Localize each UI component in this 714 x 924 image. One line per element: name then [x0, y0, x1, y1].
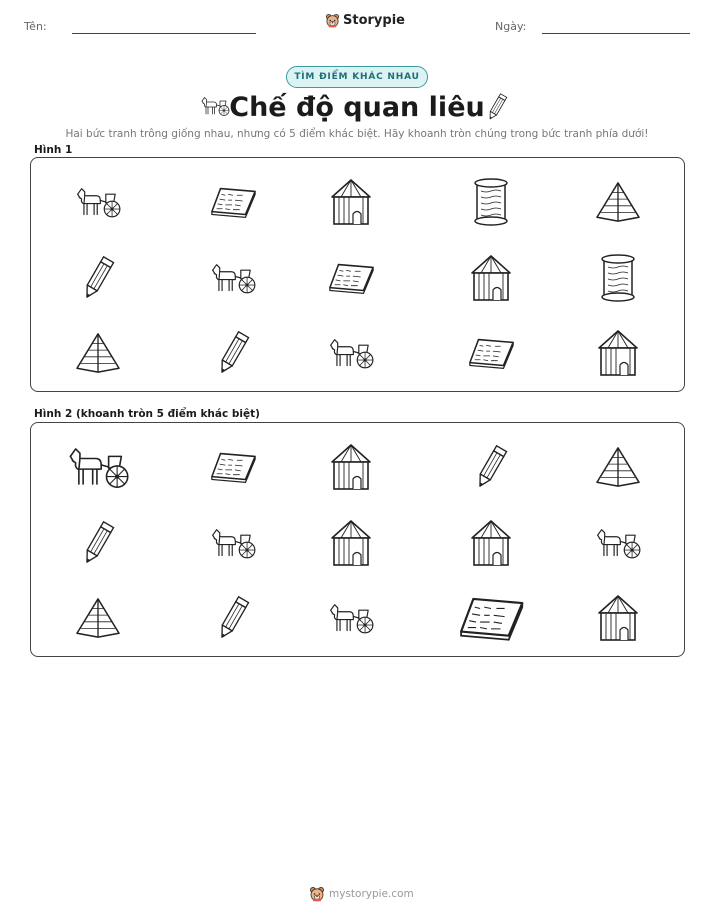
picture-2-panel[interactable]	[30, 422, 685, 657]
pencil-icon	[484, 92, 510, 122]
instructions-text: Hai bức tranh trông giống nhau, nhưng có 5 điểm khác biệt. Hãy khoanh tròn chúng trong bức tranh phía dưới!	[65, 128, 649, 140]
pencil-icon	[213, 329, 253, 377]
chariot-icon	[73, 184, 123, 220]
clay-tablet-icon[interactable]	[209, 450, 257, 484]
footer	[309, 886, 414, 902]
hut-icon[interactable]	[328, 442, 374, 492]
hut-icon	[468, 253, 514, 303]
panel-2-label: Hình 2 (khoanh tròn 5 điểm khác biệt)	[34, 408, 260, 420]
picture-1-panel	[30, 157, 685, 392]
pyramid-icon	[74, 332, 122, 374]
pencil-icon	[78, 254, 118, 302]
name-line[interactable]	[72, 33, 256, 34]
brand-name: Storypie	[343, 13, 405, 28]
pencil-icon[interactable]	[471, 443, 511, 491]
bear-icon	[325, 13, 340, 28]
date-label: Ngày:	[495, 20, 527, 33]
footer-url: mystorypie.com	[329, 888, 414, 900]
pyramid-icon[interactable]	[74, 597, 122, 639]
date-line[interactable]	[542, 33, 690, 34]
scroll-icon	[596, 253, 640, 303]
chariot-icon[interactable]	[593, 525, 643, 561]
clay-tablet-icon	[327, 261, 375, 295]
activity-badge: TÌM ĐIỂM KHÁC NHAU	[286, 66, 428, 88]
chariot-icon	[208, 260, 258, 296]
pencil-icon[interactable]	[213, 594, 253, 642]
chariot-icon[interactable]	[208, 525, 258, 561]
chariot-icon[interactable]	[64, 443, 132, 491]
hut-icon[interactable]	[595, 593, 641, 643]
scroll-icon	[469, 177, 513, 227]
clay-tablet-icon[interactable]	[457, 594, 525, 642]
pencil-icon[interactable]	[78, 519, 118, 567]
clay-tablet-icon	[467, 336, 515, 370]
pyramid-icon	[594, 181, 642, 223]
hut-icon[interactable]	[468, 518, 514, 568]
hut-icon	[328, 177, 374, 227]
chariot-icon	[326, 335, 376, 371]
hut-icon	[595, 328, 641, 378]
chariot-icon[interactable]	[326, 600, 376, 636]
bear-icon	[309, 886, 325, 902]
clay-tablet-icon	[209, 185, 257, 219]
panel-1-label: Hình 1	[34, 144, 73, 156]
hut-icon[interactable]	[328, 518, 374, 568]
page-title: Chế độ quan liêu	[229, 92, 485, 123]
pyramid-icon[interactable]	[594, 446, 642, 488]
brand-logo	[325, 13, 405, 28]
name-label: Tên:	[24, 20, 47, 33]
